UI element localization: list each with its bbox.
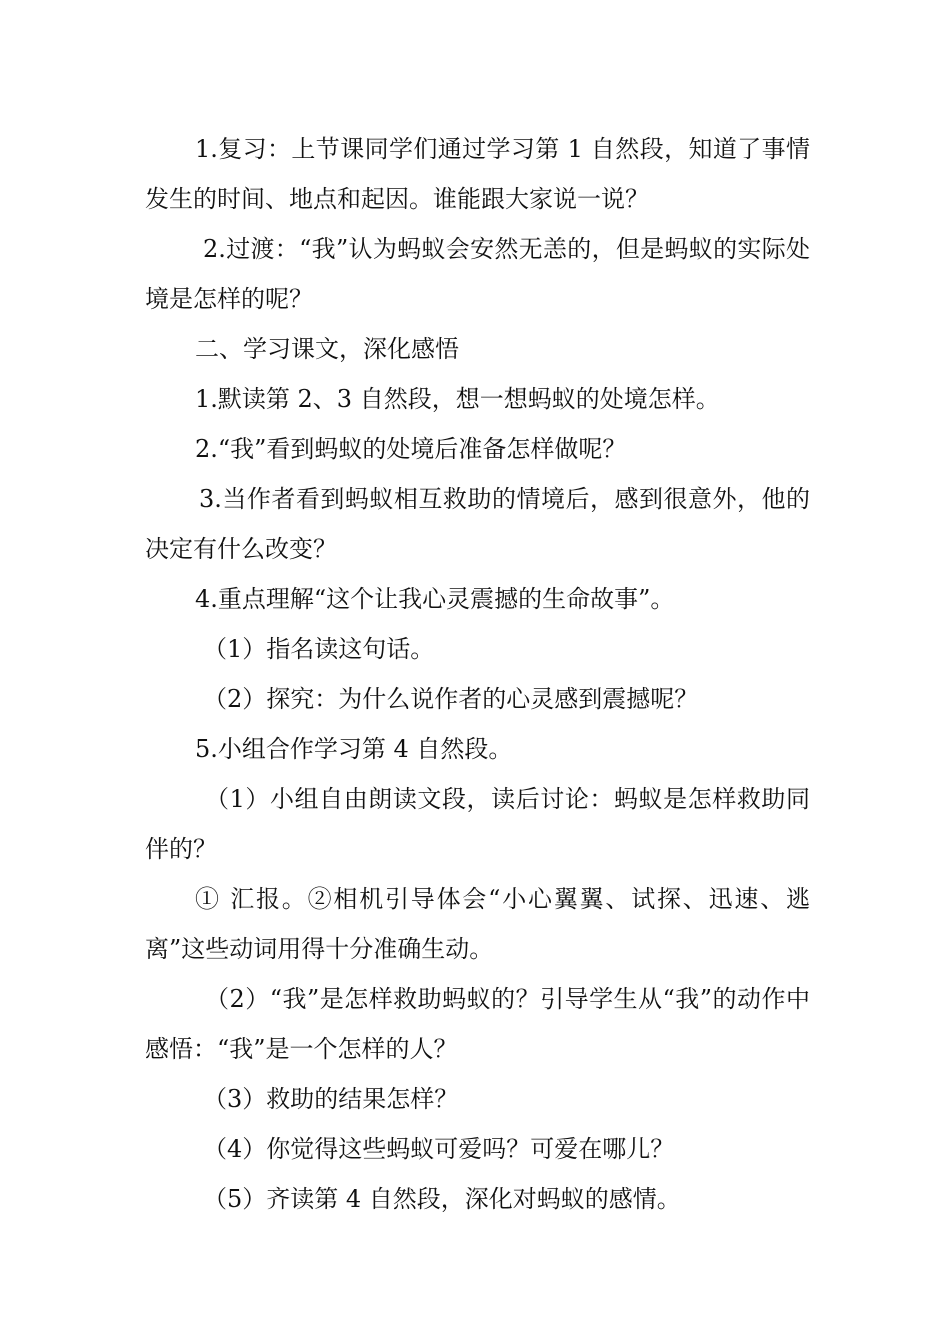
document-body	[145, 124, 810, 1224]
paragraph-group-sub-2: （2）“我”是怎样救助蚂蚁的？引导学生从“我”的动作中感悟：“我”是一个怎样的人？	[145, 985, 810, 1063]
paragraph-transition: 2.过渡：“我”认为蚂蚁会安然无恙的，但是蚂蚁的实际处境是怎样的呢？	[145, 235, 810, 313]
paragraph-group-sub-3: （3）救助的结果怎样？	[203, 1085, 459, 1113]
paragraph-group-study: 5.小组合作学习第 4 自然段。	[195, 735, 513, 763]
paragraph-decision-change: 3.当作者看到蚂蚁相互救助的情境后，感到很意外，他的决定有什么改变？	[145, 485, 810, 563]
paragraph-group-sub-4: （4）你觉得这些蚂蚁可爱吗？可爱在哪儿？	[203, 1135, 675, 1163]
paragraph-sub-1: （1）指名读这句话。	[203, 635, 435, 663]
paragraph-group-sub-1: （1）小组自由朗读文段，读后讨论：蚂蚁是怎样救助同伴的？	[145, 785, 810, 863]
paragraph-what-i-do: 2.“我”看到蚂蚁的处境后准备怎样做呢？	[195, 435, 627, 463]
paragraph-sub-2: （2）探究：为什么说作者的心灵感到震撼呢？	[203, 685, 699, 713]
paragraph-review: 1.复习：上节课同学们通过学习第 1 自然段，知道了事情发生的时间、地点和起因。谁能跟大家说一说？	[145, 135, 810, 213]
paragraph-report: ① 汇报。②相机引导体会“小心翼翼、试探、迅速、逃离”这些动词用得十分准确生动。	[145, 885, 810, 963]
paragraph-group-sub-5: （5）齐读第 4 自然段，深化对蚂蚁的感情。	[203, 1185, 681, 1213]
paragraph-silent-reading: 1.默读第 2、3 自然段，想一想蚂蚁的处境怎样。	[195, 385, 720, 413]
section-heading-study-text: 二、学习课文，深化感悟	[195, 335, 459, 363]
paragraph-key-sentence: 4.重点理解“这个让我心灵震撼的生命故事”。	[195, 585, 675, 613]
